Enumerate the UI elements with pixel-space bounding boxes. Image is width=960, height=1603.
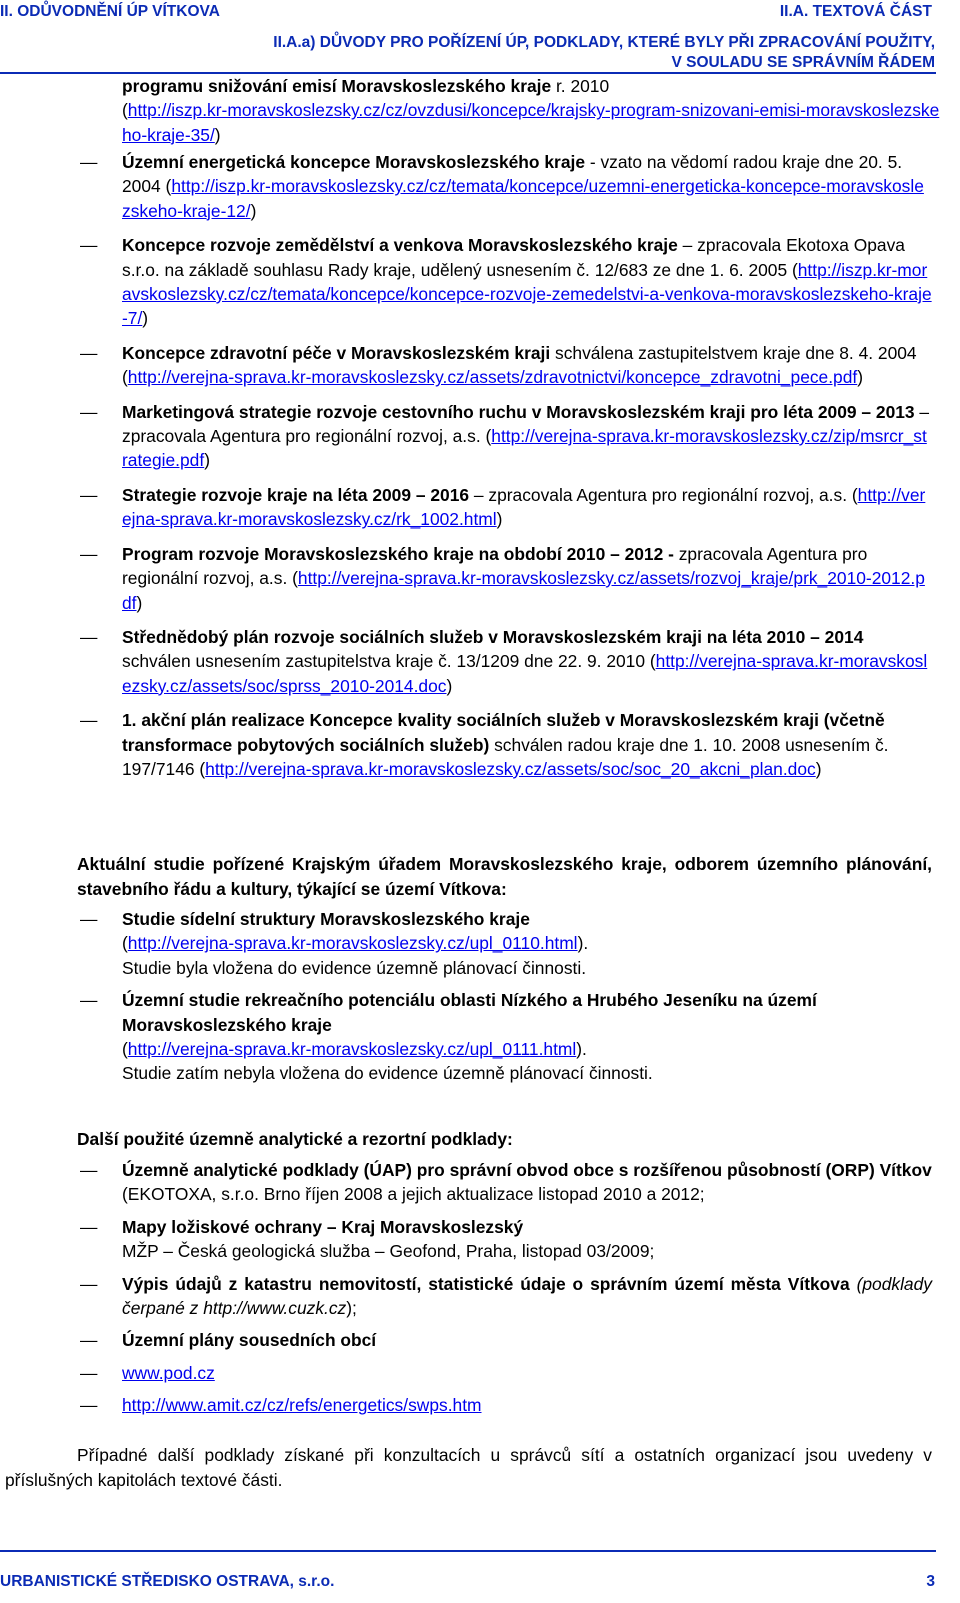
dash-bullet: — bbox=[80, 1160, 98, 1180]
dash-bullet: — bbox=[80, 1273, 98, 1294]
paren: ) bbox=[815, 758, 822, 779]
item-title: Koncepce zdravotní péče v Moravskoslezském kraji bbox=[122, 342, 551, 363]
list-item bbox=[80, 708, 932, 781]
paren: ) bbox=[250, 200, 257, 221]
header-chapter: II. ODŮVODNĚNÍ ÚP VÍTKOVA bbox=[0, 3, 220, 20]
paren: ( bbox=[122, 100, 128, 121]
item-title: Marketingová strategie rozvoje cestovního ruchu v Moravskoslezském kraji pro léta 2009 – 2013 bbox=[122, 401, 915, 422]
item-note: (podklady čerpané z http://www.cuzk.cz bbox=[122, 1273, 932, 1319]
item-text: schválena zastupitelstvem kraje dne 8. 4. 2004 ( bbox=[122, 342, 917, 388]
dash-bullet: — bbox=[80, 1395, 98, 1416]
list-item bbox=[80, 1328, 932, 1352]
paren: ). bbox=[577, 933, 589, 954]
paren: ) bbox=[136, 592, 143, 613]
page-header bbox=[0, 3, 960, 25]
dash-bullet: — bbox=[80, 484, 98, 505]
item-title: Střednědobý plán rozvoje sociálních služeb v Moravskoslezském kraji na léta 2010 – 2014 bbox=[122, 626, 864, 647]
dash-bullet: — bbox=[80, 152, 98, 172]
item-title: 1. akční plán realizace Koncepce kvality sociálních služeb v Moravskoslezském kraji (včetně transformace pobytových sociálních služeb) bbox=[122, 710, 885, 755]
dash-bullet: — bbox=[80, 235, 98, 256]
item-link[interactable]: http://verejna-sprava.kr-moravskoslezsky.cz/assets/zdravotnictvi/koncepce_zdravotni_pece.pdf bbox=[127, 367, 858, 388]
list-item bbox=[80, 233, 932, 331]
list-item bbox=[80, 483, 932, 532]
item-text: r. 2010 bbox=[551, 76, 610, 96]
paren: ( bbox=[122, 1039, 128, 1060]
item-text: – zpracovala Agentura pro regionální rozvoj, a.s. ( bbox=[469, 484, 858, 505]
list-item bbox=[80, 1215, 932, 1264]
list-item bbox=[80, 1393, 932, 1417]
header-section: II.A. TEXTOVÁ ČÁST bbox=[779, 3, 932, 20]
list-item bbox=[80, 1361, 932, 1385]
item-title: Strategie rozvoje kraje na léta 2009 – 2016 bbox=[122, 484, 470, 505]
study-title: Územní studie rekreačního potenciálu oblasti Nízkého a Hrubého Jeseníku na území Moravskoslezského kraje bbox=[122, 990, 817, 1035]
list-item bbox=[80, 988, 932, 1086]
item-title: Výpis údajů z katastru nemovitostí, statistické údaje o správním území města Vítkova bbox=[122, 1273, 850, 1294]
dash-bullet: — bbox=[80, 401, 98, 422]
list-item bbox=[80, 625, 932, 698]
list-item bbox=[80, 1272, 932, 1321]
item-title: programu snižování emisí Moravskoslezského kraje bbox=[122, 76, 552, 96]
paren: ) bbox=[214, 124, 221, 145]
list-item bbox=[80, 150, 932, 223]
item-text: (EKOTOXA, s.r.o. Brno říjen 2008 a jejich aktualizace listopad 2010 a 2012; bbox=[122, 1184, 705, 1205]
item-text: - vzato na vědomí radou kraje dne 20. 5. 2004 ( bbox=[122, 152, 903, 197]
study-note: Studie byla vložena do evidence územně plánovací činnosti. bbox=[122, 957, 587, 978]
item-text: – zpracovala Agentura pro regionální rozvoj, a.s. ( bbox=[122, 401, 930, 447]
list-item bbox=[80, 907, 932, 980]
study-title: Studie sídelní struktury Moravskoslezského kraje bbox=[122, 909, 530, 929]
page-footer bbox=[0, 1573, 935, 1591]
item-title: Program rozvoje Moravskoslezského kraje na období 2010 – 2012 - bbox=[122, 543, 674, 564]
study-note: Studie zatím nebyla vložena do evidence územně plánovací činnosti. bbox=[122, 1063, 653, 1084]
item-text: – zpracovala Ekotoxa Opava s.r.o. na základě souhlasu Rady kraje, udělený usnesením č. 12/683 ze dne 1. 6. 2005 ( bbox=[122, 235, 905, 280]
pod-link[interactable]: www.pod.cz bbox=[122, 1362, 215, 1383]
item-title: Územní plány sousedních obcí bbox=[122, 1330, 377, 1351]
dash-bullet: — bbox=[80, 543, 98, 564]
item-link[interactable]: http://verejna-sprava.kr-moravskoslezsky.cz/assets/rozvoj_kraje/prk_2010-2012.pdf bbox=[122, 568, 925, 613]
header-subtitle-line1: II.A.a) DŮVODY PRO POŘÍZENÍ ÚP, PODKLADY, KTERÉ BYLY PŘI ZPRACOVÁNÍ POUŽITY, bbox=[273, 34, 935, 51]
dash-bullet: — bbox=[80, 990, 98, 1011]
dash-bullet: — bbox=[80, 710, 98, 731]
dash-bullet: — bbox=[80, 1330, 98, 1351]
other-heading: Další použité územně analytické a rezortní podklady: bbox=[77, 1129, 513, 1149]
item-title: Územně analytické podklady (ÚAP) pro správní obvod obce s rozšířenou působností (ORP) Vítkov bbox=[122, 1160, 932, 1180]
item-link[interactable]: http://verejna-sprava.kr-moravskoslezsky.cz/rk_1002.html bbox=[122, 484, 926, 530]
paren: ) bbox=[204, 450, 210, 471]
studies-heading: Aktuální studie pořízené Krajským úřadem Moravskoslezského kraje, odborem územního plánování, stavebního řádu a kultury, týkající se území Vítkova: bbox=[77, 854, 932, 900]
amit-link[interactable]: http://www.amit.cz/cz/refs/energetics/swps.htm bbox=[122, 1395, 482, 1416]
paren: ) bbox=[857, 367, 864, 388]
item-link[interactable]: http://verejna-sprava.kr-moravskoslezsky.cz/assets/soc/sprss_2010-2014.doc bbox=[122, 651, 928, 696]
header-subtitle-line2: V SOULADU SE SPRÁVNÍM ŘÁDEM bbox=[671, 54, 935, 71]
item-title: Koncepce rozvoje zemědělství a venkova Moravskoslezského kraje bbox=[122, 235, 678, 256]
dash-bullet: — bbox=[80, 342, 98, 363]
study-link[interactable]: http://verejna-sprava.kr-moravskoslezsky.cz/upl_0110.html bbox=[127, 933, 578, 954]
paren: ) bbox=[496, 509, 503, 530]
list-item bbox=[80, 341, 932, 390]
continued-item bbox=[122, 74, 942, 147]
item-link[interactable]: http://iszp.kr-moravskoslezsky.cz/cz/temata/koncepce/koncepce-rozvoje-zemedelstvi-a-venkova-moravskoslezskeho-kraje-7/ bbox=[122, 259, 932, 329]
dash-bullet: — bbox=[80, 626, 98, 647]
footer-company: URBANISTICKÉ STŘEDISKO OSTRAVA, s.r.o. bbox=[0, 1573, 335, 1590]
paren: ( bbox=[122, 933, 128, 954]
other-list bbox=[80, 1158, 932, 1418]
item-text: ); bbox=[346, 1298, 357, 1319]
paren: ) bbox=[142, 308, 149, 329]
item-text: MŽP – Česká geologická služba – Geofond, Praha, listopad 03/2009; bbox=[122, 1241, 655, 1262]
dash-bullet: — bbox=[80, 1362, 98, 1383]
dash-bullet: — bbox=[80, 1216, 98, 1237]
paren: ) bbox=[446, 675, 453, 696]
item-text: zpracovala Agentura pro regionální rozvoj, a.s. ( bbox=[122, 543, 868, 589]
item-link[interactable]: http://verejna-sprava.kr-moravskoslezsky.cz/zip/msrcr_strategie.pdf bbox=[122, 426, 927, 471]
study-link[interactable]: http://verejna-sprava.kr-moravskoslezsky.cz/upl_0111.html bbox=[127, 1039, 577, 1060]
item-title: Mapy ložiskové ochrany – Kraj Moravskoslezský bbox=[122, 1216, 524, 1237]
paren: ). bbox=[576, 1039, 587, 1060]
dash-bullet: — bbox=[80, 909, 98, 929]
list-item bbox=[80, 400, 932, 473]
list-item bbox=[80, 542, 932, 615]
studies-list bbox=[80, 907, 932, 1086]
closing-paragraph: Případné další podklady získané při konzultacích u správců sítí a ostatních organizací jsou uvedeny v příslušných kapitolách textové části. bbox=[5, 1445, 932, 1491]
header-subtitle bbox=[0, 33, 935, 73]
footer-rule bbox=[0, 1550, 936, 1552]
item-title: Územní energetická koncepce Moravskoslezského kraje bbox=[122, 152, 586, 172]
item-text: schválen radou kraje dne 1. 10. 2008 usnesením č. 197/7146 ( bbox=[122, 734, 889, 779]
item-text: schválen usnesením zastupitelstva kraje č. 13/1209 dne 22. 9. 2010 ( bbox=[122, 651, 656, 672]
concepts-list bbox=[80, 150, 932, 781]
page-number: 3 bbox=[926, 1573, 935, 1590]
item-link[interactable]: http://iszp.kr-moravskoslezsky.cz/cz/ovzdusi/koncepce/krajsky-program-snizovani-emisi-moravskoslezskeho-kraje-35/ bbox=[122, 100, 940, 145]
list-item bbox=[80, 1158, 932, 1207]
item-link[interactable]: http://verejna-sprava.kr-moravskoslezsky.cz/assets/soc/soc_20_akcni_plan.doc bbox=[205, 758, 816, 779]
item-link[interactable]: http://iszp.kr-moravskoslezsky.cz/cz/temata/koncepce/uzemni-energeticka-koncepce-moravskoslezskeho-kraje-12/ bbox=[122, 176, 924, 221]
